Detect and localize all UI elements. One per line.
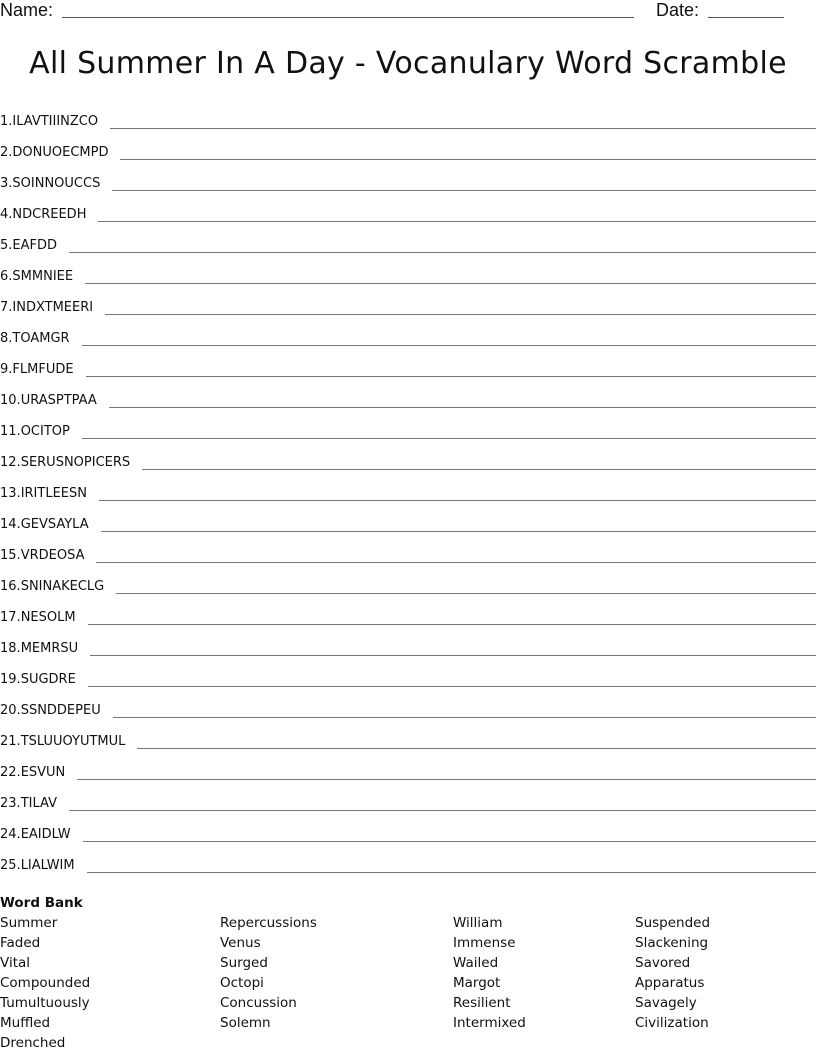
word-bank — [0, 895, 816, 1051]
item-number: 4. — [0, 207, 13, 222]
scrambled-word: OCITOP — [20, 424, 70, 439]
word-bank-word: Surged — [220, 955, 268, 971]
item-number: 5. — [0, 238, 13, 253]
item-number: 10. — [0, 393, 21, 408]
answer-line[interactable] — [105, 298, 816, 315]
item-number: 16. — [0, 579, 21, 594]
word-bank-column — [220, 915, 317, 1035]
scrambled-word: NDCREEDH — [12, 207, 87, 222]
item-number: 9. — [0, 362, 13, 377]
answer-line[interactable] — [77, 763, 816, 780]
answer-line[interactable] — [69, 236, 816, 253]
word-bank-word: Compounded — [0, 975, 91, 991]
scrambled-word: SOINNOUCCS — [12, 176, 101, 191]
scramble-item — [0, 701, 816, 732]
item-number: 3. — [0, 176, 13, 191]
scrambled-word: ILAVTIIINZCO — [12, 114, 99, 129]
scrambled-word: SUGDRE — [20, 672, 76, 687]
item-number: 13. — [0, 486, 21, 501]
word-bank-word: Slackening — [635, 935, 709, 951]
answer-line[interactable] — [87, 856, 816, 873]
word-bank-word: Solemn — [220, 1015, 271, 1031]
word-bank-word: Civilization — [635, 1015, 709, 1031]
item-number: 2. — [0, 145, 13, 160]
word-bank-word: Concussion — [220, 995, 297, 1011]
scrambled-word: TSLUUOYUTMUL — [20, 734, 126, 749]
answer-line[interactable] — [110, 112, 816, 129]
scrambled-word: EAIDLW — [20, 827, 71, 842]
answer-line[interactable] — [142, 453, 816, 470]
item-number: 18. — [0, 641, 21, 656]
item-number: 25. — [0, 858, 21, 873]
item-number: 22. — [0, 765, 21, 780]
word-bank-word: Savagely — [635, 995, 697, 1011]
word-bank-word: Apparatus — [635, 975, 705, 991]
scramble-item — [0, 174, 816, 205]
word-bank-title: Word Bank — [0, 895, 83, 911]
scramble-item — [0, 360, 816, 391]
scramble-item — [0, 391, 816, 422]
answer-line[interactable] — [120, 143, 816, 160]
scramble-item — [0, 794, 816, 825]
answer-line[interactable] — [86, 360, 816, 377]
scrambled-word: INDXTMEERI — [12, 300, 94, 315]
item-number: 1. — [0, 114, 13, 129]
word-bank-word: Repercussions — [220, 915, 317, 931]
scrambled-word: VRDEOSA — [20, 548, 85, 563]
item-number: 20. — [0, 703, 21, 718]
answer-line[interactable] — [116, 577, 816, 594]
scramble-item — [0, 825, 816, 856]
word-bank-column — [0, 915, 90, 1055]
word-bank-word: Immense — [453, 935, 516, 951]
scramble-item — [0, 422, 816, 453]
scrambled-word: ESVUN — [20, 765, 66, 780]
scrambled-word: TOAMGR — [12, 331, 70, 346]
word-bank-word: Margot — [453, 975, 501, 991]
item-number: 12. — [0, 455, 21, 470]
answer-line[interactable] — [137, 732, 816, 749]
scrambled-word: URASPTPAA — [20, 393, 97, 408]
scrambled-word: SSNDDEPEU — [20, 703, 101, 718]
scrambled-word: NESOLM — [20, 610, 76, 625]
answer-line[interactable] — [82, 422, 816, 439]
word-bank-word: Muffled — [0, 1015, 51, 1031]
scramble-item — [0, 453, 816, 484]
word-bank-column — [453, 915, 526, 1035]
answer-line[interactable] — [96, 546, 816, 563]
word-bank-word: William — [453, 915, 503, 931]
item-number: 17. — [0, 610, 21, 625]
scramble-item — [0, 143, 816, 174]
scrambled-word: MEMRSU — [20, 641, 79, 656]
answer-line[interactable] — [85, 267, 816, 284]
scrambled-word: EAFDD — [12, 238, 58, 253]
scrambled-word: LIALWIM — [20, 858, 75, 873]
scrambled-word: IRITLEESN — [20, 486, 87, 501]
item-number: 6. — [0, 269, 13, 284]
name-field-line[interactable] — [62, 17, 634, 18]
answer-line[interactable] — [98, 205, 816, 222]
word-bank-word: Summer — [0, 915, 58, 931]
item-number: 23. — [0, 796, 21, 811]
word-bank-word: Tumultuously — [0, 995, 90, 1011]
scramble-item — [0, 670, 816, 701]
scramble-item — [0, 298, 816, 329]
answer-line[interactable] — [113, 701, 816, 718]
word-bank-word: Octopi — [220, 975, 264, 991]
answer-line[interactable] — [99, 484, 816, 501]
scramble-item — [0, 546, 816, 577]
word-bank-word: Drenched — [0, 1035, 66, 1051]
date-field-line[interactable] — [708, 17, 784, 18]
answer-line[interactable] — [88, 608, 816, 625]
word-bank-word: Faded — [0, 935, 41, 951]
answer-line[interactable] — [101, 515, 816, 532]
scramble-item — [0, 577, 816, 608]
scramble-list — [0, 112, 816, 887]
item-number: 8. — [0, 331, 13, 346]
answer-line[interactable] — [90, 639, 816, 656]
scramble-item — [0, 484, 816, 515]
item-number: 7. — [0, 300, 13, 315]
word-bank-word: Wailed — [453, 955, 499, 971]
answer-line[interactable] — [82, 329, 816, 346]
scramble-item — [0, 267, 816, 298]
item-number: 11. — [0, 424, 21, 439]
scrambled-word: FLMFUDE — [12, 362, 74, 377]
answer-line[interactable] — [83, 825, 816, 842]
word-bank-word: Vital — [0, 955, 31, 971]
scrambled-word: TILAV — [20, 796, 57, 811]
scrambled-word: GEVSAYLA — [20, 517, 89, 532]
date-label: Date: — [656, 0, 700, 20]
scramble-item — [0, 205, 816, 236]
answer-line[interactable] — [69, 794, 816, 811]
item-number: 24. — [0, 827, 21, 842]
scrambled-word: SERUSNOPICERS — [20, 455, 131, 470]
scramble-item — [0, 515, 816, 546]
scramble-item — [0, 112, 816, 143]
item-number: 19. — [0, 672, 21, 687]
scrambled-word: SMMNIEE — [12, 269, 74, 284]
scramble-item — [0, 236, 816, 267]
word-bank-word: Intermixed — [453, 1015, 526, 1031]
scramble-item — [0, 329, 816, 360]
item-number: 21. — [0, 734, 21, 749]
scramble-item — [0, 763, 816, 794]
page-title: All Summer In A Day - Vocanulary Word Scramble — [29, 46, 787, 81]
word-bank-word: Suspended — [635, 915, 711, 931]
scrambled-word: DONUOECMPD — [12, 145, 109, 160]
word-bank-column — [635, 915, 710, 1035]
item-number: 14. — [0, 517, 21, 532]
name-label: Name: — [0, 0, 54, 20]
scrambled-word: SNINAKECLG — [20, 579, 105, 594]
scramble-item — [0, 608, 816, 639]
answer-line[interactable] — [112, 174, 816, 191]
word-bank-word: Savored — [635, 955, 691, 971]
word-bank-word: Venus — [220, 935, 261, 951]
word-bank-word: Resilient — [453, 995, 511, 1011]
scramble-item — [0, 639, 816, 670]
answer-line[interactable] — [88, 670, 816, 687]
worksheet-header — [0, 0, 816, 22]
scramble-item — [0, 732, 816, 763]
item-number: 15. — [0, 548, 21, 563]
answer-line[interactable] — [109, 391, 816, 408]
scramble-item — [0, 856, 816, 887]
